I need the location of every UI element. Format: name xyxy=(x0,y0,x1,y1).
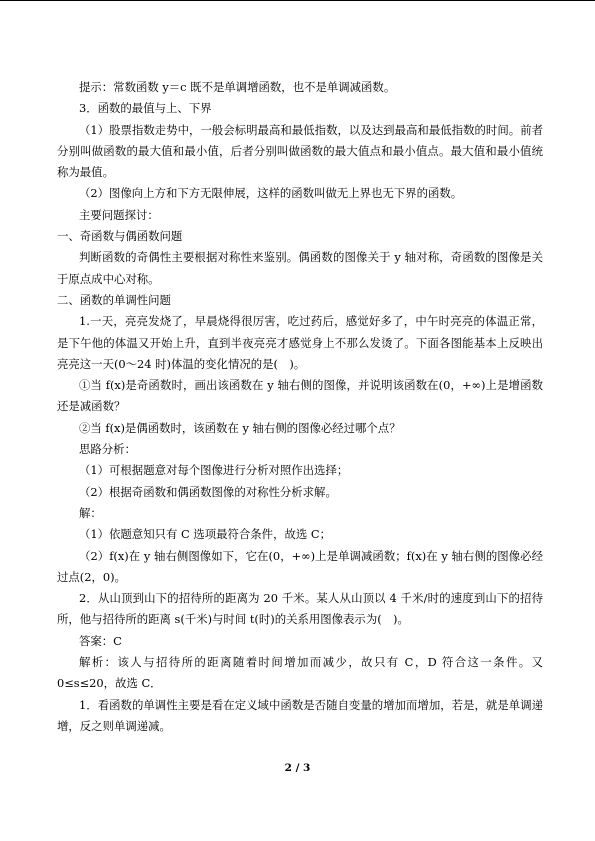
document-body xyxy=(57,77,543,737)
hint-paragraph: 提示：常数函数 y＝c 既不是单调增函数，也不是单调减函数。 xyxy=(79,80,396,94)
answer: 答案：C xyxy=(79,633,122,648)
section-heading-odd-even: 一、奇函数与偶函数问题 xyxy=(57,229,183,244)
sub-question-even: ②当 f(x)是偶函数时，该函数在 y 轴右侧的图像必经过哪个点？ xyxy=(79,420,401,435)
solution-heading: 解： xyxy=(79,505,102,520)
question-1: 1.一天，亮亮发烧了，早晨烧得很厉害，吃过药后，感觉好多了，中午时亮亮的体温正常，是下午他的体温又开始上升，直到半夜亮亮才感觉身上不那么发烫了。下面各图能基本上反映出亮亮这一天(0～24 时)体温的变化情况的是( )。 xyxy=(57,314,543,371)
paragraph-parity: 判断函数的奇偶性主要根据对称性来鉴别。偶函数的图像关于 y 轴对称，奇函数的图像是关于原点成中心对称。 xyxy=(57,250,543,286)
paragraph-unbounded: （2）图像向上方和下方无限伸展，这样的函数叫做无上界也无下界的函数。 xyxy=(79,186,463,201)
section-heading-extrema: 3．函数的最值与上、下界 xyxy=(79,101,212,116)
question-2: 2．从山顶到山下的招待所的距离为 20 千米。某人从山顶以 4 千米/时的速度到山下的招待所，他与招待所的距离 s(千米)与时间 t(时)的关系用图像表示为( )。 xyxy=(57,591,543,627)
main-topics-heading: 主要问题探讨： xyxy=(79,207,159,222)
paragraph-stock-index: （1）股票指数走势中，一般会标明最高和最低指数，以及达到最高和最低指数的时间。前者分别叫做函数的最大值和最小值，后者分别叫做函数的最大值点和最小值点。最大值和最小值统称为最值。 xyxy=(57,122,543,180)
explanation: 解析：该人与招待所的距离随着时间增加而减少，故只有 C，D 符合这一条件。又0≤s≤20，故选 C． xyxy=(57,655,543,691)
section-heading-monotonic: 二、函数的单调性问题 xyxy=(57,292,171,307)
solution-step-2: （2）f(x)在 y 轴右侧图像如下，它在(0，+∞)上是单调减函数；f(x)在 y 轴右侧的图像必经过点(2，0)。 xyxy=(57,548,543,584)
analysis-step-1: （1）可根据题意对每个图像进行分析对照作出选择； xyxy=(79,463,349,478)
header-rule xyxy=(0,0,595,1)
analysis-step-2: （2）根据奇函数和偶函数图像的对称性分析求解。 xyxy=(79,484,337,499)
sub-question-odd: ①当 f(x)是奇函数时，画出该函数在 y 轴右侧的图像，并说明该函数在(0，+∞)上是增函数还是减函数？ xyxy=(57,378,543,414)
summary-point-1: 1．看函数的单调性主要是看在定义域中函数是否随自变量的增加而增加，若是，就是单调递增，反之则单调递减。 xyxy=(57,697,543,733)
solution-step-1: （1）依题意知只有 C 选项最符合条件，故选 C； xyxy=(79,527,331,542)
analysis-heading: 思路分析： xyxy=(79,442,136,457)
page-number: 2 / 3 xyxy=(284,762,311,774)
